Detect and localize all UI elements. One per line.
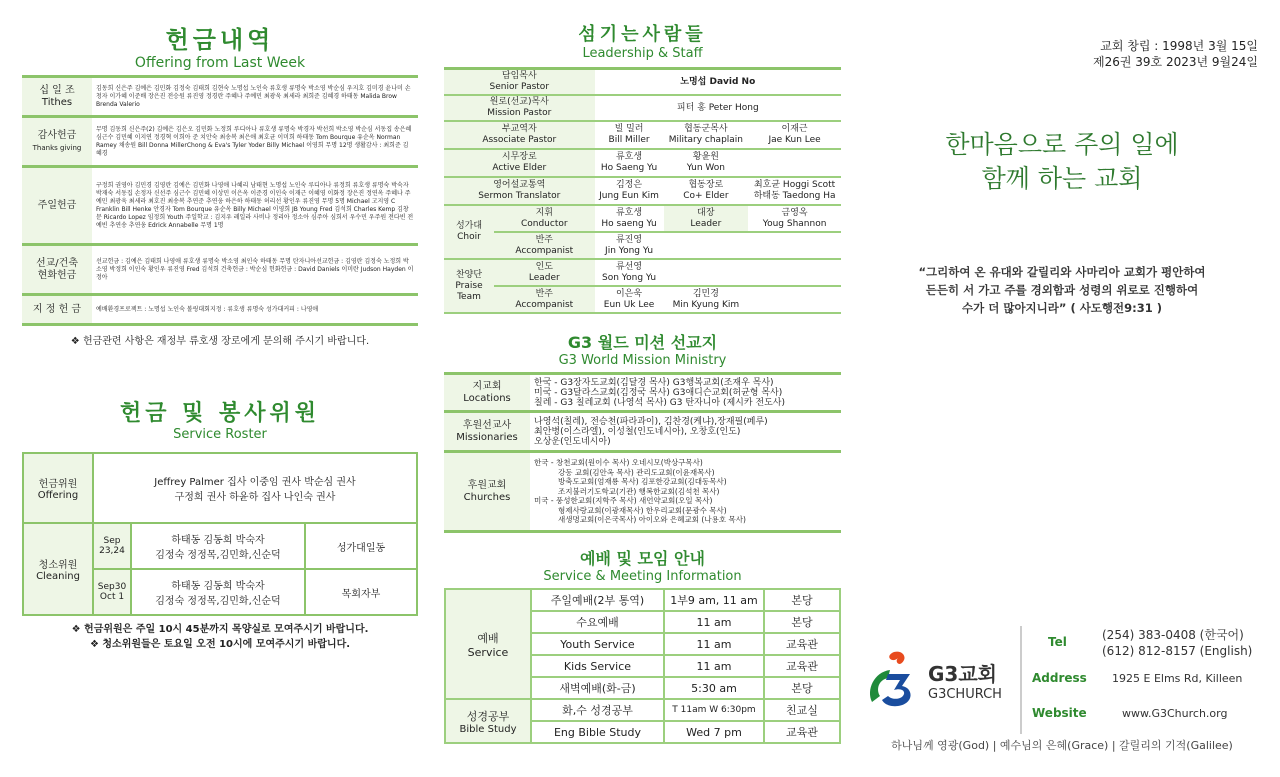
line: 형제사랑교회(이광재목사) 한우리교회(문광수 목사) bbox=[558, 505, 727, 515]
service-time: T 11am W 6:30pm bbox=[664, 699, 764, 721]
service-time: Wed 7 pm bbox=[664, 721, 764, 743]
address: 1925 E Elms Rd, Killeen bbox=[1112, 672, 1243, 685]
name: 김민경 bbox=[692, 288, 719, 299]
service-place: 본당 bbox=[764, 611, 840, 633]
service-section bbox=[444, 546, 841, 744]
cleaning-label-en: Cleaning bbox=[36, 571, 80, 582]
church-motto bbox=[866, 128, 1258, 196]
logo-ko: G3교회 bbox=[928, 662, 997, 686]
service-time: 11 am bbox=[664, 611, 764, 633]
service-place: 본당 bbox=[764, 589, 840, 611]
date: Sep bbox=[103, 536, 121, 546]
table-row bbox=[444, 69, 841, 96]
name-en: Jae Kun Lee bbox=[768, 135, 821, 145]
line: 칠레 - G3 칠레교회 (나영석 목사) G3 탄자니아 (제시카 전도사) bbox=[534, 397, 786, 408]
name: 금영옥 bbox=[781, 207, 808, 218]
table-row bbox=[444, 286, 841, 313]
issue-number: 제26권 39호 2023년 9월24일 bbox=[1093, 55, 1258, 69]
verse-line: 수가 더 많아지니라” ( 사도행전9:31 ) bbox=[962, 301, 1162, 315]
mission-title: G3 월드 미션 선교지 bbox=[567, 333, 718, 352]
role: 지휘 bbox=[535, 207, 553, 218]
name-en: Yun Won bbox=[686, 163, 726, 173]
role-en: Leader bbox=[528, 272, 560, 283]
line: 최안병(이스라엘), 이성철(인도네시아), 오창호(인도) bbox=[534, 426, 741, 437]
name-en: Min Kyung Kim bbox=[672, 299, 740, 310]
motto-line: 한마음으로 주의 일에 bbox=[945, 130, 1179, 159]
group: 목회자부 bbox=[305, 569, 417, 615]
roster-table bbox=[22, 452, 418, 616]
senior-pastor-name: 노명섭 David No bbox=[595, 69, 841, 96]
table-row bbox=[23, 453, 417, 523]
tel-numbers bbox=[1102, 627, 1252, 659]
line: 방축도교회(엄재룡 목사) 김포한강교회(김대동목사) bbox=[558, 477, 727, 487]
table-row bbox=[22, 117, 418, 167]
group-en: Choir bbox=[457, 232, 481, 242]
verse-line: 든든히 서 가고 주를 경외함과 성령의 위로로 진행하여 bbox=[925, 283, 1199, 297]
name-en: Son Yong Yu bbox=[602, 272, 657, 283]
mission-subtitle: G3 World Mission Ministry bbox=[558, 353, 727, 368]
line: 강동 교회(김안옥 목사) 관리도교회(이윤재목사) bbox=[558, 467, 715, 477]
service-place: 교육관 bbox=[764, 655, 840, 677]
name-en: Eun Uk Lee bbox=[603, 299, 655, 310]
service-time: 11 am bbox=[664, 633, 764, 655]
g3-logo-icon bbox=[864, 646, 920, 710]
service-place: 친교실 bbox=[764, 699, 840, 721]
table-row bbox=[445, 699, 840, 721]
table-row bbox=[22, 295, 418, 325]
motto-line: 함께 하는 교회 bbox=[981, 164, 1143, 193]
table-row bbox=[444, 452, 841, 532]
name-en: Jung Eun Kim bbox=[599, 191, 659, 201]
tel-korean[interactable]: (254) 383-0408 (한국어) bbox=[1102, 628, 1244, 642]
tel-english[interactable]: (612) 812-8157 (English) bbox=[1102, 644, 1253, 658]
role: 부교역자 bbox=[501, 124, 537, 134]
role-en: Senior Pastor bbox=[489, 82, 550, 92]
tagline: 하나님께 영광(God) | 예수님의 은혜(Grace) | 갈릴리의 기적(Galilee) bbox=[891, 739, 1233, 752]
name: 황윤원 bbox=[692, 152, 719, 162]
service-time: 11 am bbox=[664, 655, 764, 677]
name-en: Ho saeng Yu bbox=[601, 218, 657, 229]
offering-title: 헌금내역 bbox=[165, 26, 275, 54]
service-place: 본당 bbox=[764, 677, 840, 699]
role-en: Active Elder bbox=[492, 163, 547, 173]
table-row bbox=[444, 205, 841, 232]
website-link[interactable]: www.G3Church.org bbox=[1122, 707, 1228, 720]
verse-line: “그리하여 온 유대와 갈릴리와 사마리아 교회가 평안하여 bbox=[918, 265, 1206, 279]
role-en: Mission Pastor bbox=[487, 108, 552, 118]
roster-section bbox=[22, 396, 418, 650]
label-en: Churches bbox=[463, 491, 511, 503]
name: 최호균 Hoggi Scott bbox=[753, 180, 836, 190]
table-row bbox=[444, 232, 841, 259]
roster-subtitle: Service Roster bbox=[173, 427, 267, 442]
name: 류호생 bbox=[615, 152, 643, 162]
names: 하태동 김동희 박숙자 bbox=[171, 535, 265, 546]
offering-table bbox=[22, 75, 418, 326]
name-en: 하태동 Taedong Ha bbox=[753, 191, 836, 201]
offering-label: 헌금위원 bbox=[38, 479, 78, 490]
cleaning-label: 청소위원 bbox=[38, 560, 78, 571]
row-text: 선교헌금 : 김예은 김태희 나영애 류호생 류명숙 박소영 최인숙 하태동 무명 탄자니아선교헌금 : 김영란 김정숙 노정희 박소영 박정희 이인숙 황인우 류진영 Fred 김석희 건축헌금 : 박순심 헌화헌금 : David Daniels 이미란 Judson Hayden 이정아 bbox=[92, 245, 418, 295]
role: 담임목사 bbox=[501, 71, 537, 81]
service-place: 교육관 bbox=[764, 721, 840, 743]
date: 23,24 bbox=[99, 546, 125, 556]
role: 원로(선교)목사 bbox=[489, 97, 549, 107]
line: 미국 - 풍성한교회(지학주 목사) 새언약교회(오일 목사) bbox=[534, 496, 713, 506]
table-row bbox=[23, 523, 417, 569]
tel-label: Tel bbox=[1048, 635, 1067, 649]
date: Sep30 bbox=[97, 582, 127, 592]
group: 성가대일동 bbox=[305, 523, 417, 569]
offering-label-en: Offering bbox=[37, 490, 79, 501]
name: 류진영 bbox=[615, 234, 643, 245]
name-en: Ho Saeng Yu bbox=[600, 163, 658, 173]
service-subtitle: Service & Meeting Information bbox=[543, 569, 742, 584]
mission-pastor-name: 피터 홍 Peter Hong bbox=[595, 95, 841, 121]
service-time: 5:30 am bbox=[664, 677, 764, 699]
table-row bbox=[22, 77, 418, 117]
row-label: 선교/건축 bbox=[35, 257, 78, 269]
row-label-en: Tithes bbox=[41, 96, 73, 108]
role: 반주 bbox=[535, 234, 553, 245]
line: 새생명교회(이은국목사) 아이오와 은혜교회 (나용호 목사) bbox=[558, 515, 746, 525]
table-row bbox=[444, 149, 841, 177]
issue-info bbox=[1093, 38, 1258, 70]
label-en: Locations bbox=[463, 392, 511, 404]
name: 이재근 bbox=[781, 124, 808, 134]
group: 성가대 bbox=[455, 221, 483, 231]
leadership-title: 섬기는사람들 bbox=[578, 24, 707, 45]
service-name: 화,수 성경공부 bbox=[531, 699, 664, 721]
label-en: Service bbox=[467, 645, 509, 659]
service-name: 새벽예배(화-금) bbox=[531, 677, 664, 699]
service-place: 교육관 bbox=[764, 633, 840, 655]
service-name: 주일예배(2부 통역) bbox=[531, 589, 664, 611]
divider bbox=[1020, 626, 1022, 734]
table-row bbox=[444, 121, 841, 149]
role-en: Sermon Translator bbox=[478, 191, 561, 201]
name-en: Military chaplain bbox=[668, 135, 744, 145]
name-en: Bill Miller bbox=[608, 135, 650, 145]
name: 김정은 bbox=[615, 180, 643, 190]
bible-verse bbox=[866, 263, 1258, 317]
website-label: Website bbox=[1032, 706, 1087, 720]
name: 이은욱 bbox=[615, 288, 643, 299]
role-en: Associate Pastor bbox=[482, 135, 557, 145]
line: 한국 - G3장자도교회(김달경 목사) G3행복교회(조재우 목사) bbox=[534, 377, 774, 388]
row-text: 무명 김동희 신은주(2) 김예은 김은오 김민화 노정희 루디아나 류호생 류명숙 박경자 박선희 박소영 박순심 서동집 송은혜 심근수 김민혜 이지연 정경혁 이희아 준 치안숙 최송복 최은애 최호균 이미희 하태동 Tom Bourque 유순옥 Norman Ramey 채송원 Bill Donna MillerChong & Eva's Tyler Yoder Billy Michael 이영희 무명 12명 생활감사 : 최희준 김혜경 bbox=[92, 117, 418, 167]
row-label: 지 정 헌 금 bbox=[32, 303, 82, 315]
role: 시무장로 bbox=[501, 152, 537, 162]
name-en: Youg Shannon bbox=[762, 218, 827, 229]
leadership-table bbox=[444, 67, 841, 314]
label: 후원교회 bbox=[467, 479, 507, 491]
logo-en: G3CHURCH bbox=[928, 687, 1002, 702]
names: 하태동 김동희 박숙자 bbox=[171, 581, 265, 592]
table-row bbox=[22, 245, 418, 295]
date: Oct 1 bbox=[99, 592, 125, 602]
row-text: 예배환경프로젝트 : 노명섭 노인숙 볼링대회지정 : 류호생 류명숙 성가대커피 : 나영애 bbox=[92, 295, 418, 325]
line: 나영석(칠레), 전승천(파라과이), 김찬경(케냐),장재필(페루) bbox=[534, 416, 768, 427]
mission-table bbox=[444, 372, 841, 533]
group: 찬양단 bbox=[455, 269, 483, 280]
row-label: 감사헌금 bbox=[37, 129, 77, 141]
name-en: Jin Yong Yu bbox=[605, 245, 654, 256]
leadership-section bbox=[444, 20, 841, 314]
offering-section bbox=[22, 20, 418, 347]
line: 조지불러기도학교(기관) 행복한교회(김석천 목사) bbox=[558, 486, 720, 496]
name: 협동군목사 bbox=[684, 124, 728, 134]
service-name: Youth Service bbox=[531, 633, 664, 655]
line: 한국 - 창천교회(원이수 목사) 오네시모(박상구목사) bbox=[534, 458, 703, 468]
label-en: Missionaries bbox=[456, 431, 518, 443]
name: 빌 밀러 bbox=[614, 124, 644, 134]
offering-subtitle: Offering from Last Week bbox=[134, 55, 306, 71]
row-label-2: 현화헌금 bbox=[37, 269, 77, 281]
name: 류선영 bbox=[615, 261, 643, 272]
offering-note: ❖ 헌금관련 사항은 재정부 류호생 장로에게 문의해 주시기 바랍니다. bbox=[70, 336, 370, 347]
table-row bbox=[444, 374, 841, 412]
address-label: Address bbox=[1032, 671, 1087, 685]
label: 성경공부 bbox=[466, 709, 510, 723]
service-title: 예배 및 모임 안내 bbox=[580, 549, 705, 568]
service-name: Eng Bible Study bbox=[531, 721, 664, 743]
row-label: 십 일 조 bbox=[39, 84, 75, 96]
row-label-en: Thanks giving bbox=[32, 143, 82, 152]
table-row bbox=[444, 412, 841, 452]
table-row bbox=[445, 589, 840, 611]
offering-names: Jeffrey Palmer 집사 이중임 권사 박순심 권사 bbox=[154, 477, 356, 488]
names: 김정숙 정정목,김민화,신순덕 bbox=[155, 596, 281, 607]
row-text: 구정희 권영아 김민경 김영란 김예은 김민화 나영애 나혜리 남태현 노명섭 노인숙 루디아나 류정희 류호생 류명숙 박숙자 박재숙 서동집 손정자 신선주 심근수 김민혜 이상민 이은옥 이준경 이인숙 이재근 이혜영 이화정 장은진 정연옥 주혜나 주예민 최광욱 최세라 최호진 최송복 추연준 추연웅 하은하 하태동 허리선 황인우 류진영 무명 5명 Michael 고지영 C Franklin Bill Henke 안경자 Tom Bourque 유순옥 Billy Michael 이영희 JB Young Fred 김석희 Charles Kemp 김창문 Ricardo Lopez 임정희 Youth 주일학교 : 김지우 레일라 사비나 정리아 정소아 심주아 심희서 우수민 우주원 전다빈 전예빈 추연송 추연웅 Edrick Annabelle 무명 1명 bbox=[92, 167, 418, 245]
role: 대장 bbox=[697, 207, 715, 218]
roster-note-2: ❖ 청소위원들은 토요일 오전 10시에 모여주시기 바랍니다. bbox=[89, 639, 351, 650]
role-en: Accompanist bbox=[515, 245, 574, 256]
founded-date: 교회 창립 : 1998년 3월 15일 bbox=[1100, 39, 1258, 53]
label: 후원선교사 bbox=[462, 419, 512, 431]
role-en: Conductor bbox=[520, 218, 568, 229]
role-en: Leader bbox=[690, 218, 722, 229]
row-label: 주일헌금 bbox=[37, 199, 77, 211]
table-row bbox=[444, 177, 841, 205]
roster-note-1: ❖ 헌금위원은 주일 10시 45분까지 목양실로 모여주시기 바랍니다. bbox=[71, 624, 369, 635]
service-name: Kids Service bbox=[531, 655, 664, 677]
service-name: 수요예배 bbox=[531, 611, 664, 633]
offering-names: 구정희 권사 하윤하 집사 나인숙 권사 bbox=[174, 492, 336, 503]
service-time: 1부9 am, 11 am bbox=[664, 589, 764, 611]
mission-section bbox=[444, 330, 841, 533]
role-en: Accompanist bbox=[515, 299, 574, 310]
role: 반주 bbox=[535, 288, 553, 299]
roster-title: 헌금 및 봉사위원 bbox=[119, 401, 321, 426]
group-en: Praise bbox=[455, 280, 483, 291]
name-en: Co+ Elder bbox=[683, 191, 729, 201]
line: 오상운(인도네시아) bbox=[534, 436, 611, 447]
line: 미국 - G3달라스교회(김정국 목사) G3애디슨교회(허균형 목사) bbox=[534, 387, 783, 398]
leadership-subtitle: Leadership & Staff bbox=[582, 46, 703, 61]
group-en: Team bbox=[457, 291, 481, 302]
label: 예배 bbox=[477, 631, 499, 645]
name: 류호생 bbox=[615, 207, 643, 218]
table-row bbox=[444, 95, 841, 121]
table-row bbox=[22, 167, 418, 245]
label: 지교회 bbox=[472, 380, 502, 392]
row-text: 김동희 신은주 김예은 김민화 김정숙 김태희 김현숙 노명섭 노인숙 류호생 류명숙 박소영 박순심 우지호 김미경 윤나미 손청자 이가혜 이준배 장은진 전승원 류진영 정경란 주혜나 주예민 최광욱 최세라 최희준 김혜경 하태동 Malida Brow Brenda Valerio bbox=[92, 77, 418, 117]
logo-text bbox=[928, 658, 1002, 702]
names: 김정숙 정정목,김민화,신순덕 bbox=[155, 550, 281, 561]
name: 협동장로 bbox=[688, 180, 724, 190]
role: 영어설교통역 bbox=[493, 180, 546, 190]
label-en: Bible Study bbox=[459, 723, 517, 735]
role: 인도 bbox=[535, 261, 553, 272]
table-row bbox=[444, 259, 841, 286]
service-table bbox=[444, 588, 841, 744]
